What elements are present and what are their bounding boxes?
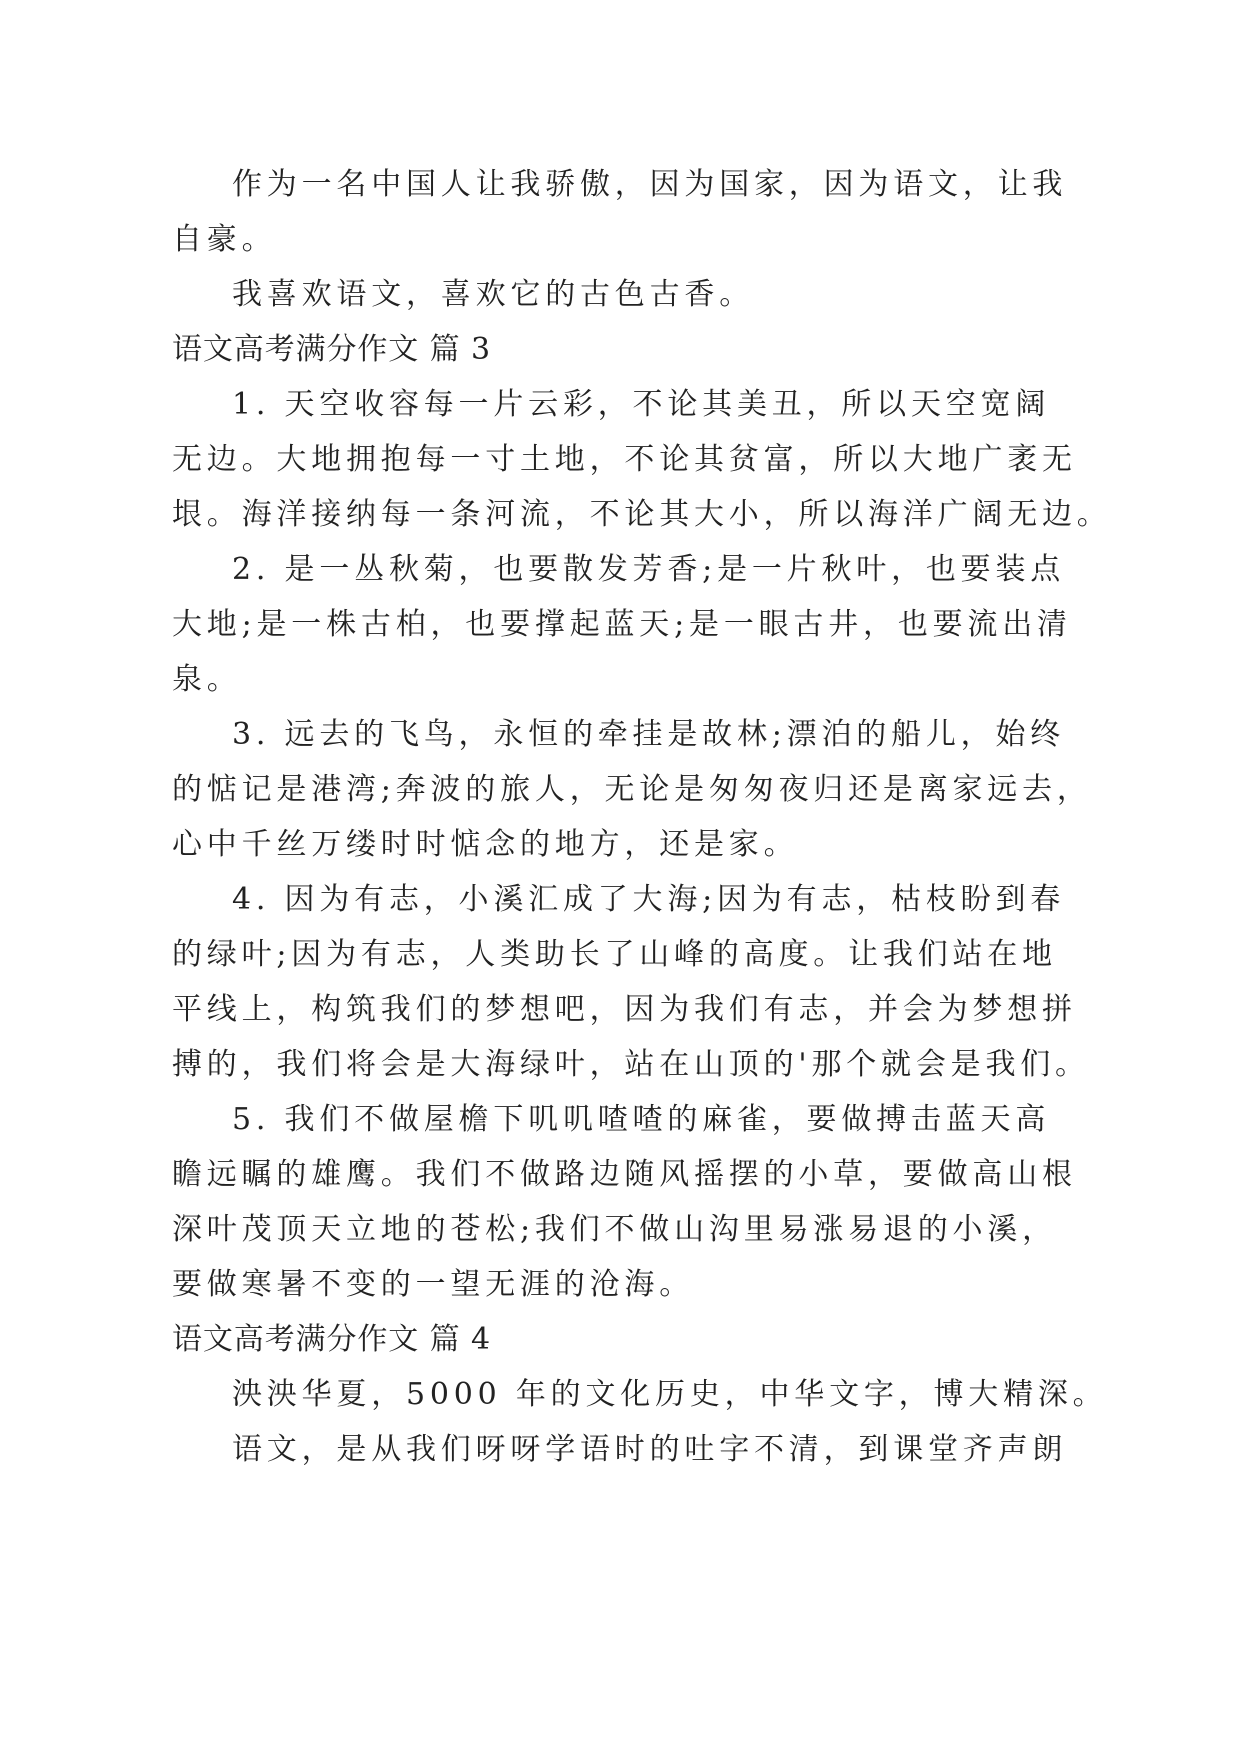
- text-line: [0, 1200, 1241, 1260]
- line-text: 心中千丝万缕时时惦念的地方，还是家。: [172, 827, 799, 862]
- line-text: 5. 我们不做屋檐下叽叽喳喳的麻雀，要做搏击蓝天高: [232, 1102, 1051, 1137]
- text-line: [0, 870, 1241, 930]
- section-heading: [0, 320, 1241, 380]
- text-line: [0, 925, 1241, 985]
- text-line: [0, 1255, 1241, 1315]
- line-text: 自豪。: [172, 222, 277, 257]
- text-line: [0, 375, 1241, 435]
- line-text: 垠。海洋接纳每一条河流，不论其大小，所以海洋广阔无边。: [172, 497, 1112, 532]
- line-text: 的惦记是港湾;奔波的旅人，无论是匆匆夜归还是离家远去，: [172, 772, 1092, 807]
- line-text: 1. 天空收容每一片云彩，不论其美丑，所以天空宽阔: [232, 387, 1051, 422]
- line-text: 泉。: [172, 662, 242, 697]
- text-line: [0, 1420, 1241, 1480]
- text-line: [0, 210, 1241, 270]
- text-line: [0, 1145, 1241, 1205]
- line-text: 泱泱华夏，5000 年的文化历史，中华文字，博大精深。: [232, 1377, 1108, 1412]
- line-text: 无边。大地拥抱每一寸土地，不论其贫富，所以大地广袤无: [172, 442, 1077, 477]
- line-text: 语文，是从我们呀呀学语时的吐字不清，到课堂齐声朗: [232, 1432, 1068, 1467]
- line-text: 3. 远去的飞鸟，永恒的牵挂是故林;漂泊的船儿，始终: [232, 717, 1066, 752]
- text-line: [0, 265, 1241, 325]
- text-line: [0, 760, 1241, 820]
- text-line: [0, 430, 1241, 490]
- text-line: [0, 540, 1241, 600]
- text-line: [0, 1035, 1241, 1095]
- text-line: [0, 650, 1241, 710]
- text-line: [0, 485, 1241, 545]
- line-text: 大地;是一株古柏，也要撑起蓝天;是一眼古井，也要流出清: [172, 607, 1072, 642]
- text-line: [0, 1365, 1241, 1425]
- line-text: 4. 因为有志，小溪汇成了大海;因为有志，枯枝盼到春: [232, 882, 1066, 917]
- text-line: [0, 705, 1241, 765]
- heading-text: 语文高考满分作文 篇 4: [172, 1322, 491, 1357]
- line-text: 的绿叶;因为有志，人类助长了山峰的高度。让我们站在地: [172, 937, 1057, 972]
- line-text: 搏的，我们将会是大海绿叶，站在山顶的'那个就会是我们。: [172, 1047, 1090, 1082]
- line-text: 瞻远瞩的雄鹰。我们不做路边随风摇摆的小草，要做高山根: [172, 1157, 1077, 1192]
- line-text: 我喜欢语文，喜欢它的古色古香。: [232, 277, 754, 312]
- text-line: [0, 595, 1241, 655]
- text-line: [0, 815, 1241, 875]
- text-line: [0, 155, 1241, 215]
- text-line: [0, 1090, 1241, 1150]
- line-text: 深叶茂顶天立地的苍松;我们不做山沟里易涨易退的小溪，: [172, 1212, 1057, 1247]
- section-heading: [0, 1310, 1241, 1370]
- line-text: 要做寒暑不变的一望无涯的沧海。: [172, 1267, 694, 1302]
- text-line: [0, 980, 1241, 1040]
- line-text: 作为一名中国人让我骄傲，因为国家，因为语文，让我: [232, 167, 1068, 202]
- line-text: 2. 是一丛秋菊，也要散发芳香;是一片秋叶，也要装点: [232, 552, 1066, 587]
- line-text: 平线上，构筑我们的梦想吧，因为我们有志，并会为梦想拼: [172, 992, 1077, 1027]
- heading-text: 语文高考满分作文 篇 3: [172, 332, 491, 367]
